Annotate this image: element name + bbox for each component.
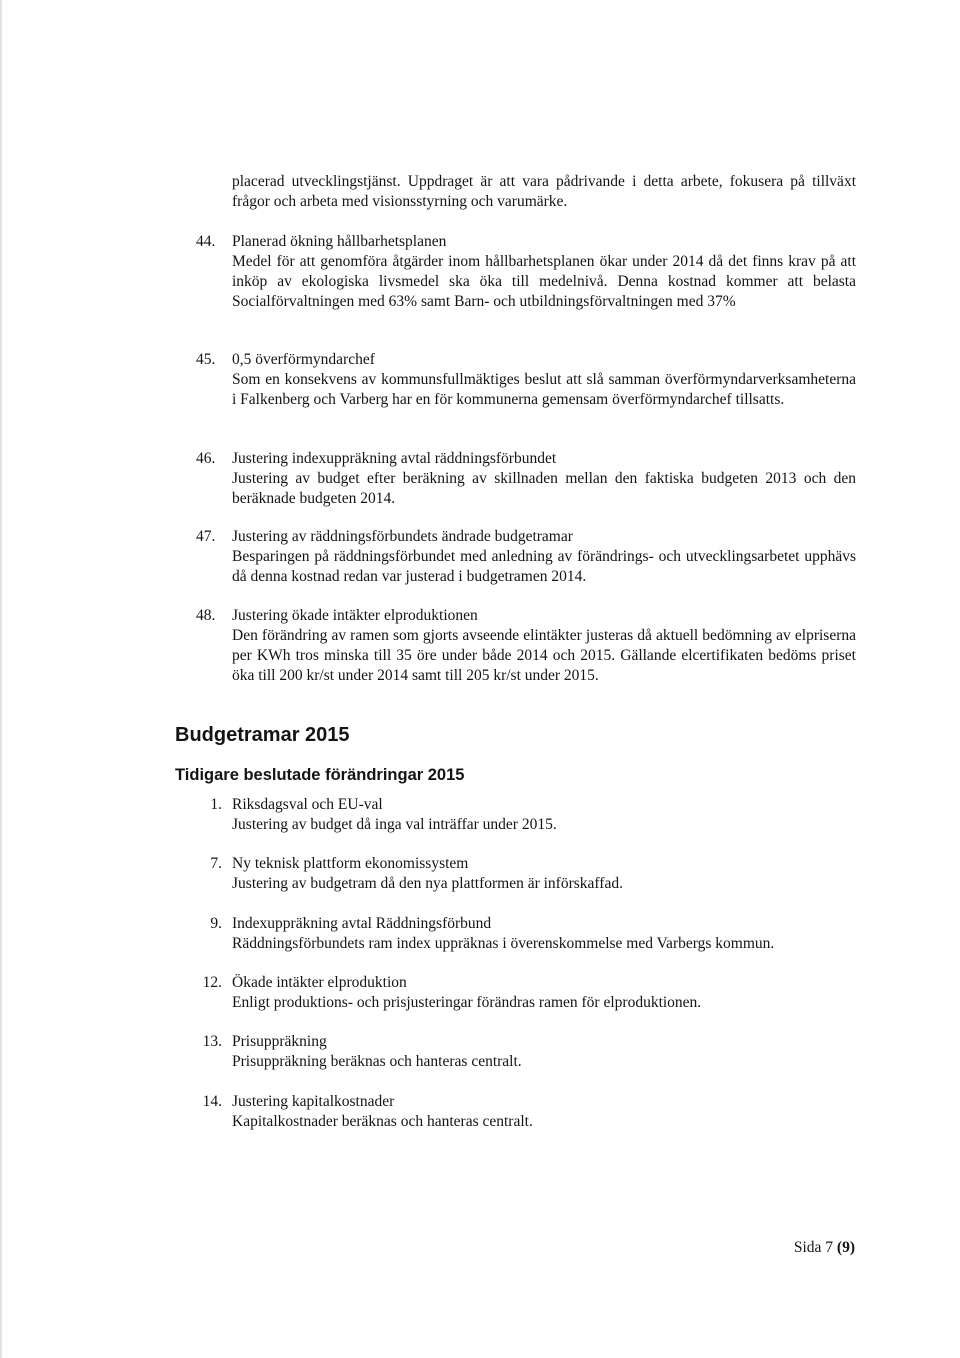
list-item-44	[196, 232, 856, 312]
item-number: 9.	[210, 915, 222, 932]
item-description: Justering av budget efter beräkning av skillnaden mellan den faktiska budgeten 2013 och den beräknade budgeten 2014.	[232, 470, 856, 507]
section-heading: Budgetramar 2015	[175, 724, 350, 746]
list-item-14	[196, 1092, 856, 1132]
item-number: 7.	[210, 855, 222, 872]
list-item-13	[196, 1032, 856, 1072]
list-item-46	[196, 449, 856, 509]
list-item-47	[196, 527, 856, 587]
item-description: Som en konsekvens av kommunsfullmäktiges beslut att slå samman överförmyndarverksamheterna i Falkenberg och Varberg har en för kommunerna gemensam överförmyndarchef tillsatts.	[232, 371, 856, 408]
item-number: 45.	[196, 351, 216, 368]
item-title: 0,5 överförmyndarchef	[232, 351, 375, 368]
item-title: Prisuppräkning	[232, 1033, 327, 1050]
item-description: Räddningsförbundets ram index uppräknas i överenskommelse med Varbergs kommun.	[232, 935, 775, 952]
item-description: Besparingen på räddningsförbundet med anledning av förändrings- och utvecklingsarbetet upphävs då denna kostnad redan var justerad i budgetramen 2014.	[232, 548, 856, 585]
item-title: Ökade intäkter elproduktion	[232, 974, 407, 991]
list-item-45	[196, 350, 856, 410]
intro-paragraph: placerad utvecklingstjänst. Uppdraget är att vara pådrivande i detta arbete, fokusera på tillväxt frågor och arbeta med visionsstyrning och varumärke.	[232, 173, 856, 210]
item-number: 1.	[210, 796, 222, 813]
item-number: 48.	[196, 607, 216, 624]
item-number: 46.	[196, 450, 216, 467]
section-subheading: Tidigare beslutade förändringar 2015	[175, 766, 465, 784]
item-number: 47.	[196, 528, 216, 545]
item-description: Den förändring av ramen som gjorts avseende elintäkter justeras då aktuell bedömning av elpriserna per KWh tros minska till 35 öre under både 2014 och 2015. Gällande elcertifikaten bedöms priset öka till 200 kr/st under 2014 samt till 205 kr/st under 2015.	[232, 627, 856, 684]
item-number: 12.	[202, 974, 222, 991]
item-number: 44.	[196, 233, 216, 250]
item-description: Medel för att genomföra åtgärder inom hållbarhetsplanen ökar under 2014 då det finns krav på att inköp av ekologiska livsmedel ska öka till medelnivå. Denna kostnad kommer att belasta Socialförvaltningen med 63% samt Barn- och utbildningsförvaltningen med 37%	[232, 253, 856, 310]
item-title: Indexuppräkning avtal Räddningsförbund	[232, 915, 492, 932]
list-item-12	[196, 973, 856, 1013]
page-total: (9)	[836, 1239, 855, 1256]
list-item-48	[196, 606, 856, 686]
item-description: Enligt produktions- och prisjusteringar förändras ramen för elproduktionen.	[232, 994, 702, 1011]
item-title: Justering av räddningsförbundets ändrade budgetramar	[232, 528, 573, 545]
item-description: Kapitalkostnader beräknas och hanteras centralt.	[232, 1113, 533, 1130]
list-item-1	[196, 795, 856, 835]
item-title: Justering kapitalkostnader	[232, 1093, 395, 1110]
item-title: Ny teknisk plattform ekonomissystem	[232, 855, 469, 872]
list-item-7	[196, 854, 856, 894]
page-label: Sida 7	[793, 1239, 834, 1256]
item-title: Riksdagsval och EU-val	[232, 796, 383, 813]
item-description: Justering av budget då inga val inträffar under 2015.	[232, 816, 557, 833]
list-item-9	[196, 914, 856, 954]
item-number: 13.	[202, 1033, 222, 1050]
item-description: Prisuppräkning beräknas och hanteras centralt.	[232, 1053, 522, 1070]
item-number: 14.	[202, 1093, 222, 1110]
item-description: Justering av budgetram då den nya plattformen är införskaffad.	[232, 875, 623, 892]
item-title: Justering indexuppräkning avtal räddningsförbundet	[232, 450, 557, 467]
item-title: Planerad ökning hållbarhetsplanen	[232, 233, 447, 250]
item-title: Justering ökade intäkter elproduktionen	[232, 607, 478, 624]
page-number	[700, 1238, 855, 1258]
